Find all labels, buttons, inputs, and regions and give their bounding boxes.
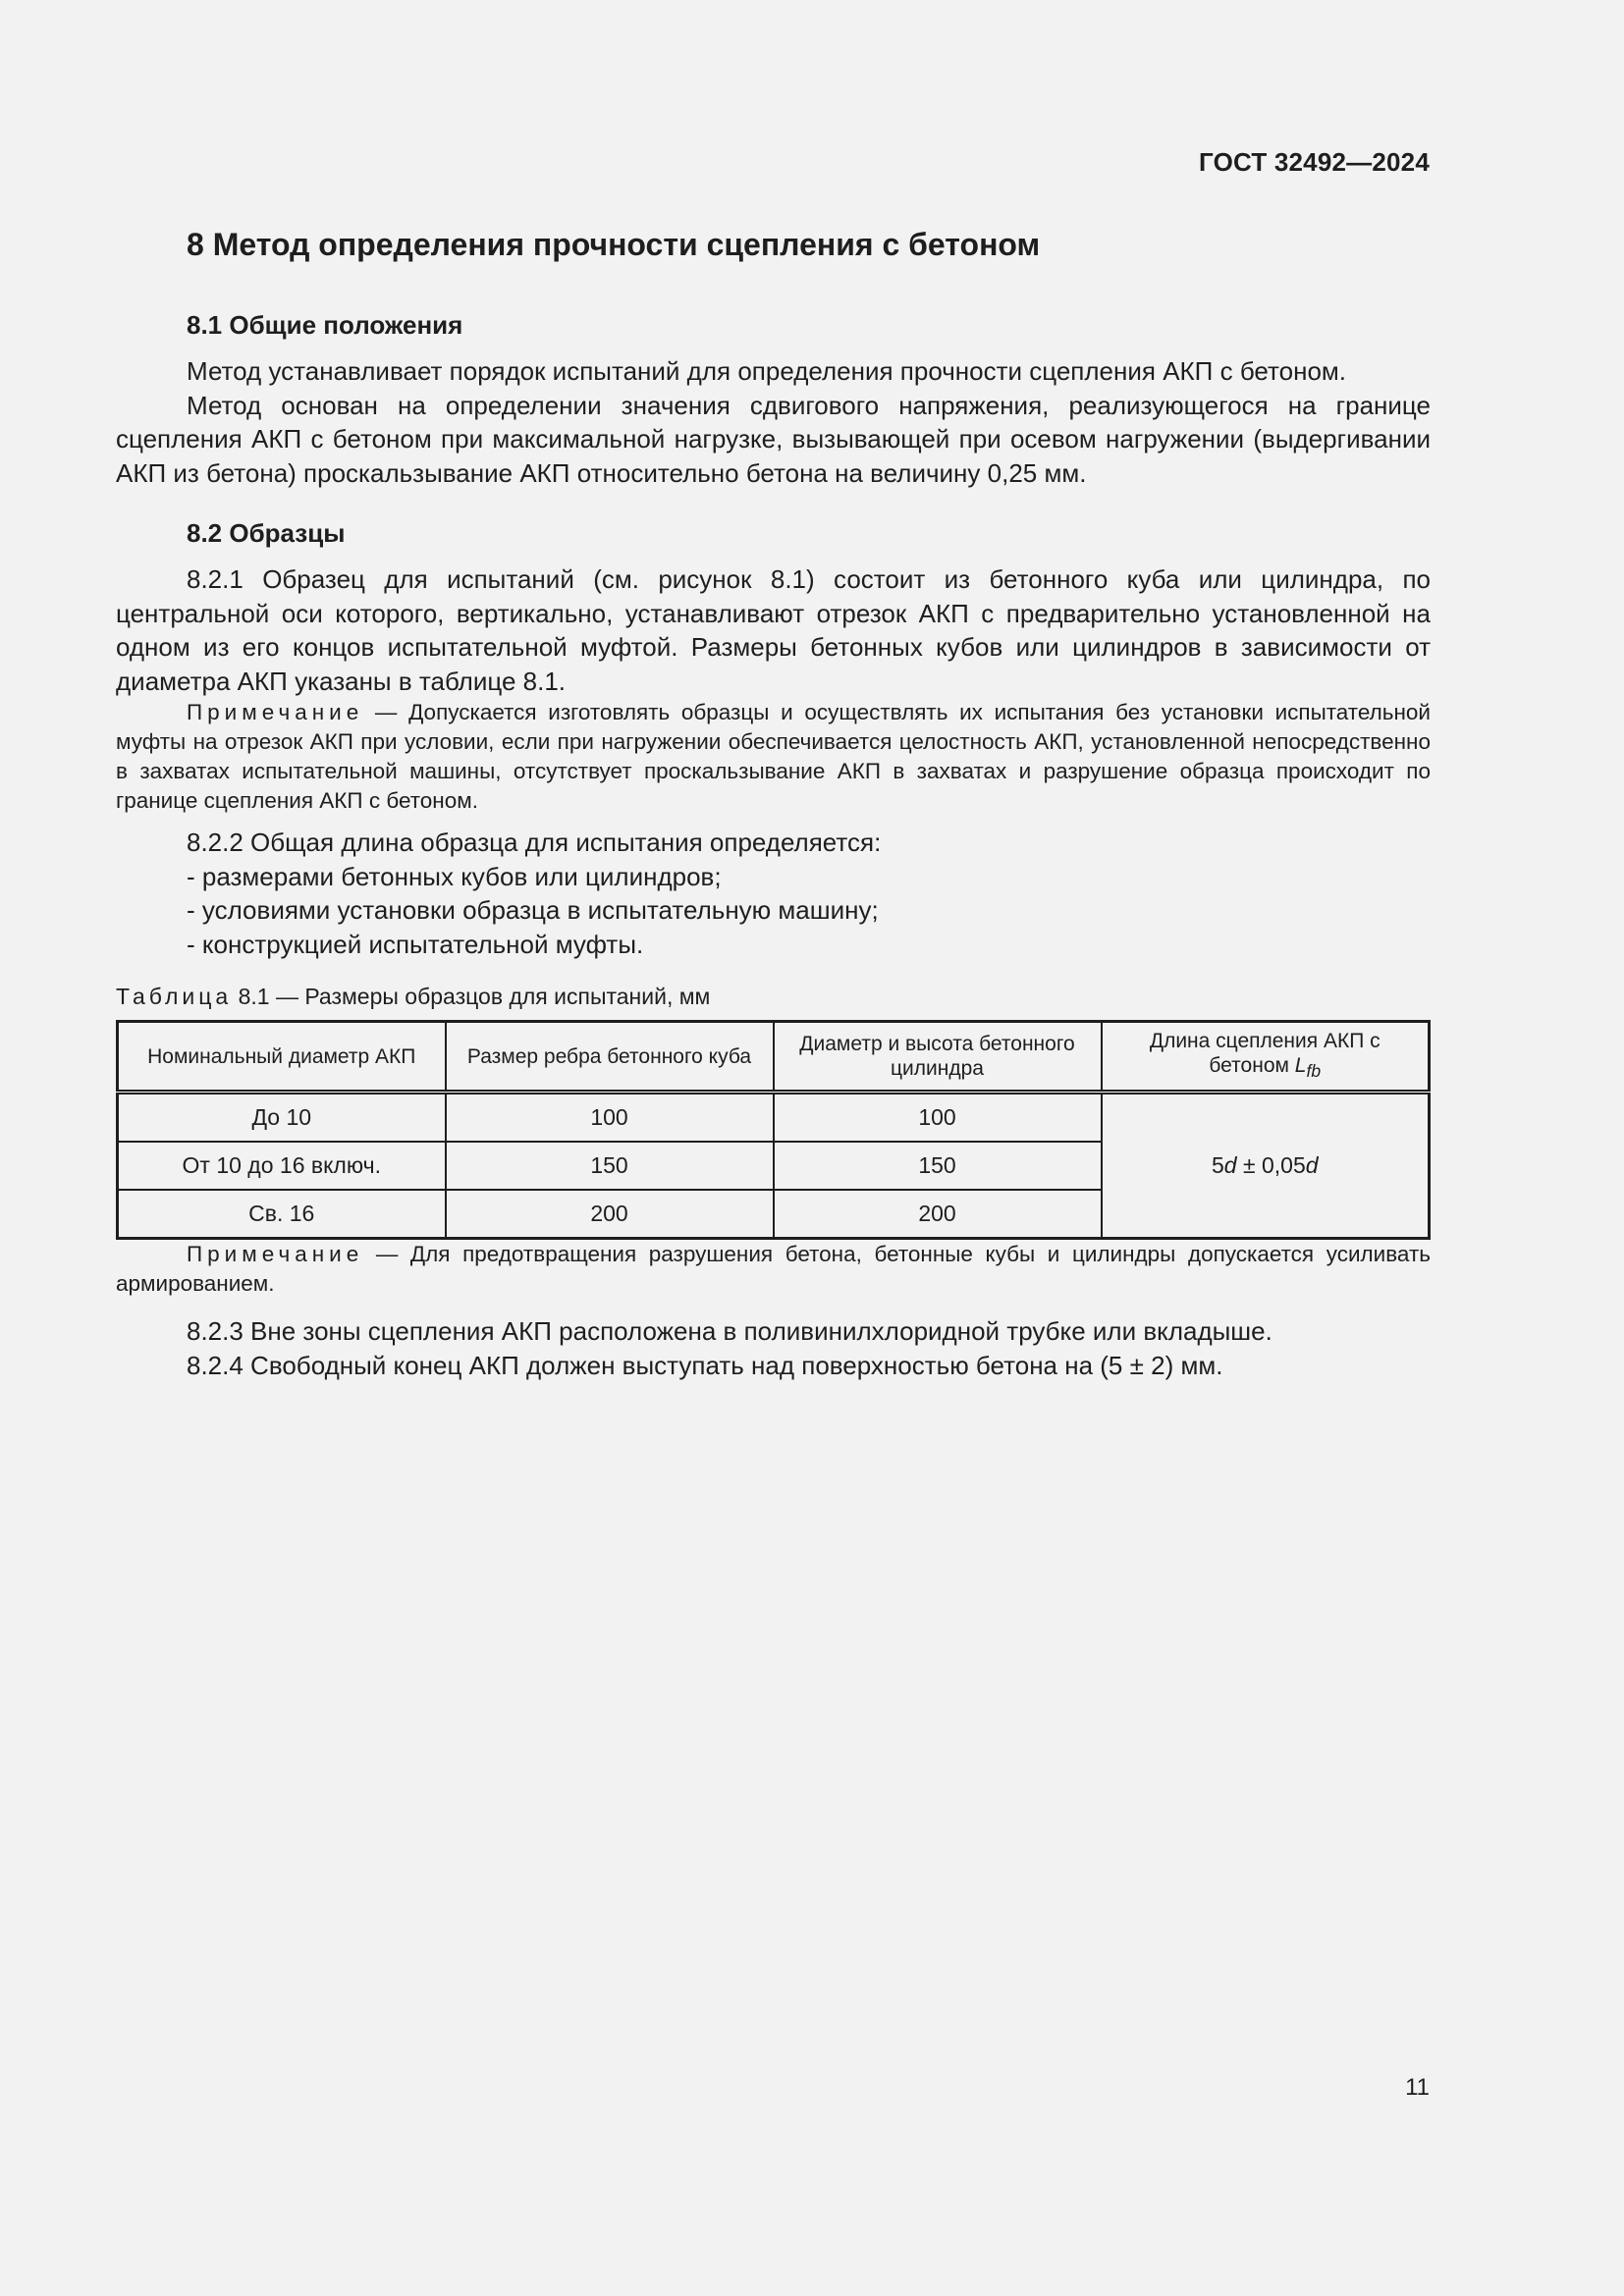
page-content [116,221,1431,1382]
note-text: Допускается изготовлять образцы и осуществлять их испытания без установки испытательной муфты на отрезок АКП при условии, если при нагружении обеспечивается целостность АКП, установленной непосредственно в захватах испытательной машины, отсутствует проскальзывание АКП в захватах и разрушение образца происходит по границе сцепления АКП с бетоном. [116,700,1431,813]
note-text: Для предотвращения разрушения бетона, бетонные кубы и цилиндры допускается усиливать армированием. [116,1242,1431,1296]
sample-dimensions-table [116,1020,1431,1240]
section-title: 8 Метод определения прочности сцепления с бетоном [187,227,1041,262]
table-cell: 200 [774,1190,1102,1239]
bond-length-middle: ± 0,05 [1236,1152,1306,1178]
header-bond-length-text: Длина сцепления АКП с бетоном [1149,1029,1380,1077]
header-bond-length-symbol: L [1294,1053,1307,1077]
table-cell: 100 [446,1093,774,1143]
header-bond-length-subscript: fb [1306,1061,1322,1082]
table-cell: До 10 [118,1093,446,1143]
table-cell: 200 [446,1190,774,1239]
note-label: Примечание [187,700,364,724]
subsection-title-general: 8.1 Общие положения [187,310,463,340]
paragraph-method-basis: Метод основан на определении значения сдвигового напряжения, реализующегося на границе сцепления АКП с бетоном при максимальной нагрузке, вызывающей при осевом нагружении (выдергивании АКП из бетона) проскальзывание АКП относительно бетона на величину 0,25 мм. [116,390,1431,488]
note-dash: — [363,700,409,724]
paragraph-method-purpose: Метод устанавливает порядок испытаний для определения прочности сцепления АКП с бетоном. [187,356,1347,386]
note-reinforcement [116,1240,1431,1299]
table-cell: От 10 до 16 включ. [118,1142,446,1190]
table-cell: Св. 16 [118,1190,446,1239]
page-number: 11 [1405,2074,1430,2101]
table-cell: 150 [774,1142,1102,1190]
list-item: - условиями установки образца в испытательную машину; [187,895,879,925]
list-item: - размерами бетонных кубов или цилиндров; [187,861,722,891]
document-code: ГОСТ 32492—2024 [1199,147,1430,177]
table-caption-label: Таблица [116,984,233,1009]
note-label: Примечание [187,1242,364,1266]
table-cell-bond-length [1102,1093,1430,1239]
table-row [118,1093,1430,1143]
paragraph-8-2-2: 8.2.2 Общая длина образца для испытания определяется: [187,828,882,857]
table-header-cell: Размер ребра бетонного куба [446,1022,774,1093]
table-header-cell [1102,1022,1430,1093]
paragraph-8-2-1: 8.2.1 Образец для испытаний (см. рисунок 8.1) состоит из бетонного куба или цилиндра, по центральной оси которого, вертикально, устанавливают отрезок АКП с предварительно установленной на одном из его концов испытательной муфтой. Размеры бетонных кубов или цилиндров в зависимости от диаметра АКП указаны в таблице 8.1. [116,564,1431,696]
table-caption-text: 8.1 — Размеры образцов для испытаний, мм [232,984,711,1009]
table-cell: 150 [446,1142,774,1190]
note-sample-preparation [116,698,1431,816]
table-header-cell: Диаметр и высота бетонного цилиндра [774,1022,1102,1093]
subsection-title-samples: 8.2 Образцы [187,518,346,548]
note-dash: — [363,1242,410,1266]
paragraph-8-2-4: 8.2.4 Свободный конец АКП должен выступать над поверхностью бетона на (5 ± 2) мм. [187,1350,1223,1380]
table-cell: 100 [774,1093,1102,1143]
list-item: - конструкцией испытательной муфты. [187,929,644,959]
bond-length-var: d [1223,1152,1237,1178]
paragraph-8-2-3: 8.2.3 Вне зоны сцепления АКП расположена в поливинилхлоридной трубке или вкладыше. [187,1316,1272,1346]
sample-length-factors-list [116,860,1431,962]
bond-length-var: d [1305,1152,1319,1178]
bond-length-prefix: 5 [1211,1152,1224,1178]
table-header-row [118,1022,1430,1093]
table-header-cell: Номинальный диаметр АКП [118,1022,446,1093]
table-caption [116,981,1431,1012]
